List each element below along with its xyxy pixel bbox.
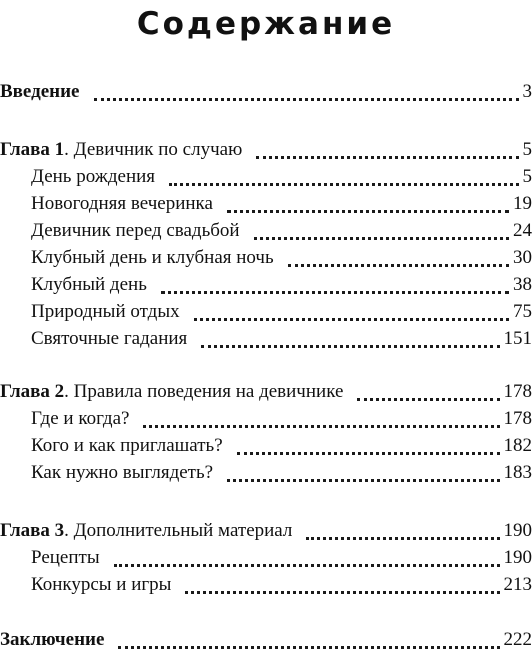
toc-label: Клубный день и клубная ночь bbox=[31, 247, 274, 268]
toc-page-number: 183 bbox=[503, 462, 532, 483]
dot-leader bbox=[237, 452, 500, 455]
toc-entry[interactable] bbox=[31, 245, 532, 271]
toc-page-number: 5 bbox=[522, 139, 532, 160]
toc-entry-chapter-2[interactable] bbox=[0, 379, 532, 405]
toc-entry-chapter-1[interactable] bbox=[0, 137, 532, 163]
toc-page-number: 213 bbox=[503, 574, 532, 595]
toc-page-number: 190 bbox=[503, 547, 532, 568]
toc-page-number: 75 bbox=[513, 301, 532, 322]
toc-page-number: 190 bbox=[503, 520, 532, 541]
toc-entry[interactable] bbox=[31, 406, 532, 432]
dot-leader bbox=[169, 183, 518, 186]
chapter-prefix: Глава 1 bbox=[0, 139, 65, 160]
dot-leader bbox=[288, 264, 509, 267]
toc-label: Новогодняя вечеринка bbox=[31, 193, 213, 214]
toc-page-number: 19 bbox=[513, 193, 532, 214]
toc-entry[interactable] bbox=[31, 299, 532, 325]
toc-label: Девичник перед свадьбой bbox=[31, 220, 240, 241]
toc-label: День рождения bbox=[31, 166, 156, 187]
chapter-title: . Правила поведения на девичнике bbox=[64, 381, 344, 402]
toc-label: Природный отдых bbox=[31, 301, 180, 322]
dot-leader bbox=[114, 564, 500, 567]
dot-leader bbox=[306, 537, 499, 540]
toc-page-number: 178 bbox=[503, 381, 532, 402]
toc-page-number: 30 bbox=[513, 247, 532, 268]
toc-page-number: 38 bbox=[513, 274, 532, 295]
toc-entry[interactable] bbox=[31, 272, 532, 298]
toc-entry[interactable] bbox=[31, 191, 532, 217]
dot-leader bbox=[227, 210, 509, 213]
toc-entry-intro[interactable] bbox=[0, 79, 532, 105]
toc-entry[interactable] bbox=[31, 164, 532, 190]
toc-label: Рецепты bbox=[31, 547, 100, 568]
toc-label: Конкурсы и игры bbox=[31, 574, 172, 595]
dot-leader bbox=[227, 479, 499, 482]
toc-label: Как нужно выглядеть? bbox=[31, 462, 214, 483]
dot-leader bbox=[185, 591, 499, 594]
dot-leader bbox=[256, 156, 518, 159]
toc-label: Заключение bbox=[0, 629, 105, 650]
toc-entry[interactable] bbox=[31, 433, 532, 459]
dot-leader bbox=[161, 291, 509, 294]
toc-label: Святочные гадания bbox=[31, 328, 188, 349]
dot-leader bbox=[194, 318, 509, 321]
toc-label: Введение bbox=[0, 81, 80, 102]
toc-entry[interactable] bbox=[31, 218, 532, 244]
toc-page-number: 182 bbox=[503, 435, 532, 456]
toc-page-number: 222 bbox=[503, 629, 532, 650]
dot-leader bbox=[201, 345, 499, 348]
dot-leader bbox=[254, 237, 509, 240]
toc-page-number: 5 bbox=[522, 166, 532, 187]
dot-leader bbox=[357, 398, 499, 401]
page-title: Содержание bbox=[136, 6, 396, 42]
toc-page-number: 24 bbox=[513, 220, 532, 241]
chapter-prefix: Глава 2 bbox=[0, 381, 65, 402]
toc-entry[interactable] bbox=[31, 326, 532, 352]
toc-entry-chapter-3[interactable] bbox=[0, 518, 532, 544]
toc-page-number: 3 bbox=[522, 81, 532, 102]
toc-page-number: 178 bbox=[503, 408, 532, 429]
chapter-prefix: Глава 3 bbox=[0, 520, 65, 541]
chapter-title: . Девичник по случаю bbox=[64, 139, 243, 160]
toc-page-number: 151 bbox=[503, 328, 532, 349]
dot-leader bbox=[143, 425, 499, 428]
toc-entry-conclusion[interactable] bbox=[0, 627, 532, 653]
toc-entry[interactable] bbox=[31, 545, 532, 571]
toc-label: Где и когда? bbox=[31, 408, 130, 429]
toc-label: Клубный день bbox=[31, 274, 147, 295]
dot-leader bbox=[118, 646, 499, 649]
toc-entry[interactable] bbox=[31, 572, 532, 598]
toc-label: Кого и как приглашать? bbox=[31, 435, 223, 456]
dot-leader bbox=[94, 98, 519, 101]
toc-entry[interactable] bbox=[31, 460, 532, 486]
chapter-title: . Дополнительный материал bbox=[64, 520, 293, 541]
